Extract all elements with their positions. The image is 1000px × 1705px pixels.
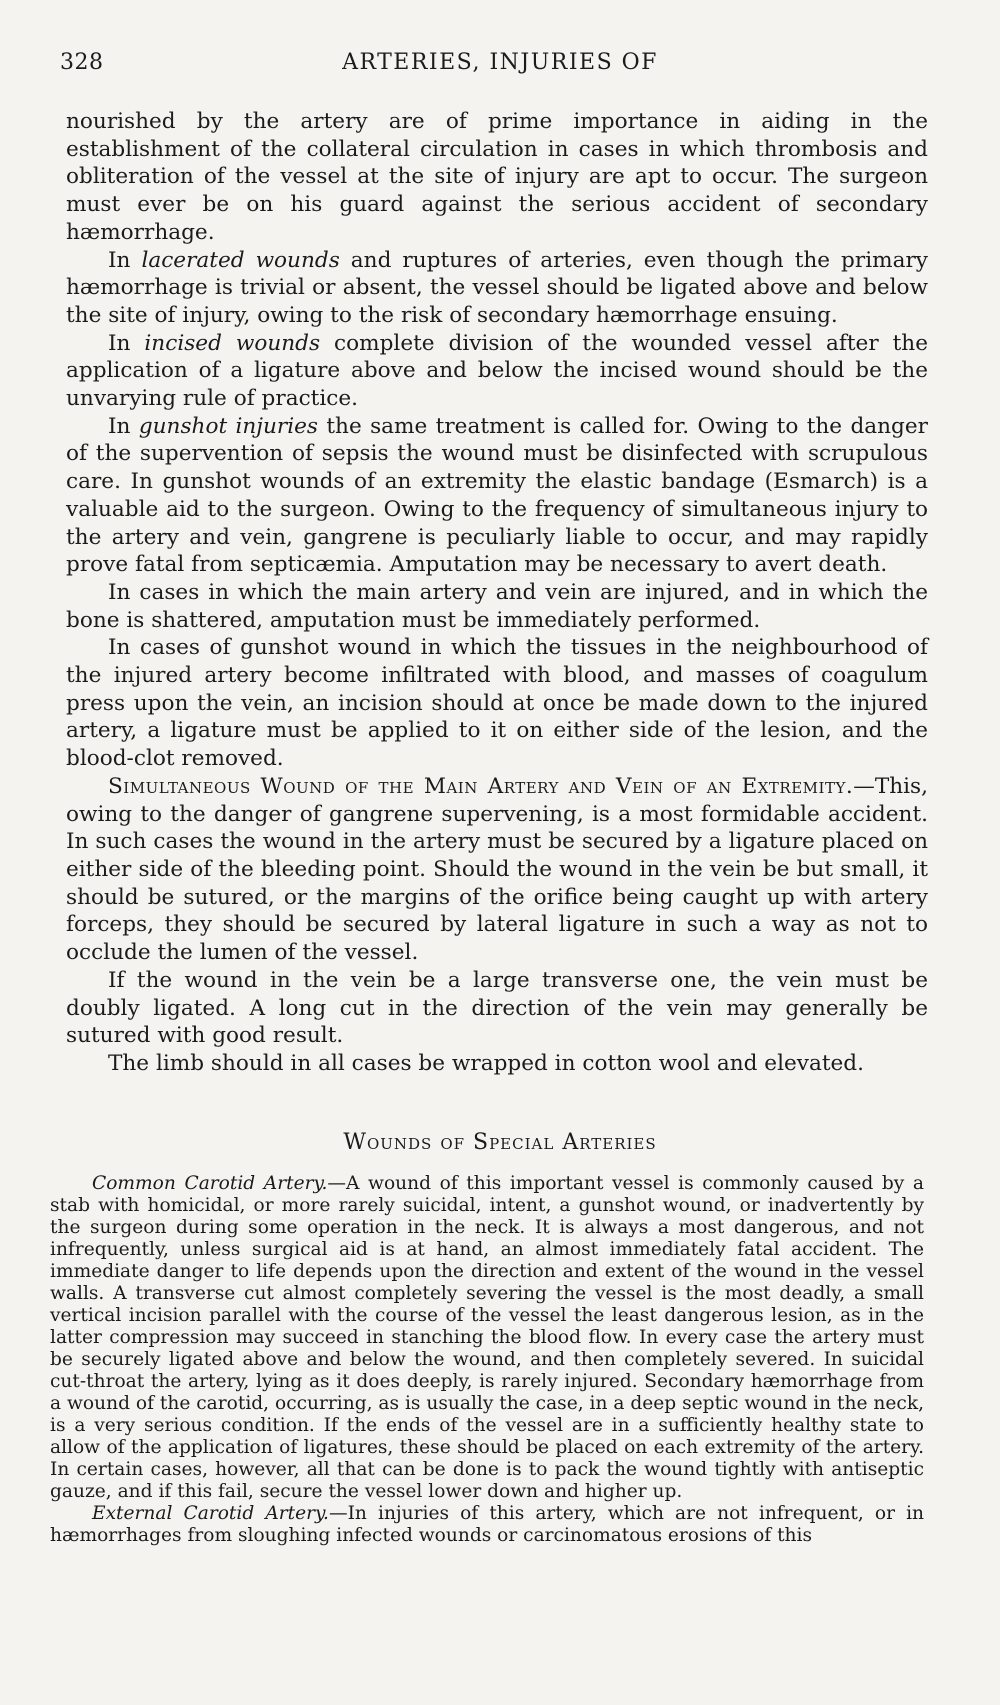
paragraph-text: The limb should in all cases be wrapped in cotton wool and elevated. xyxy=(108,1050,864,1076)
paragraph-lacerated-wounds xyxy=(66,247,928,330)
italic-term: gunshot injuries xyxy=(138,413,318,439)
paragraph-prefix: In xyxy=(108,247,142,273)
page-header xyxy=(60,50,940,90)
paragraph-gunshot-injuries xyxy=(66,413,928,579)
paragraph-transverse-vein xyxy=(66,967,928,1050)
paragraph-gunshot-coagulum xyxy=(66,634,928,773)
paragraph-text: In cases in which the main artery and vein are injured, and in which the bone is shattered, amputation must be immediately performed. xyxy=(66,579,928,633)
italic-term: incised wounds xyxy=(144,330,321,356)
small-print-text xyxy=(50,1173,924,1547)
italic-term: Common Carotid Artery. xyxy=(92,1173,328,1194)
page-number: 328 xyxy=(60,50,104,75)
italic-term: lacerated wounds xyxy=(141,247,340,273)
running-head: ARTERIES, INJURIES OF xyxy=(342,50,658,75)
paragraph-prefix: In xyxy=(108,330,145,356)
paragraph-prefix: In xyxy=(108,413,139,439)
paragraph-text: —A wound of this important vessel is commonly caused by a stab with homicidal, or more rarely suicidal, intent, a gunshot wound, or inadvertently by the surgeon during some operation in the neck. It is always a most dangerous, and not infrequently, unless surgical aid is at hand, an almost immediately fatal accident. The immediate danger to life depends upon the direction and extent of the wound in the vessel walls. A transverse cut almost completely severing the vessel is the most deadly, a small vertical incision parallel with the course of the vessel the least dangerous lesion, as in the latter compression may succeed in stanching the blood flow. In every case the artery must be securely ligated above and below the wound, and then completely severed. In suicidal cut-throat the artery, lying as it does deeply, is rarely injured. Secondary hæmorrhage from a wound of the carotid, occurring, as is usually the case, in a deep septic wound in the neck, is a very serious condition. If the ends of the vessel are in a sufficiently healthy state to allow of the application of ligatures, these should be placed on each extremity of the artery. In certain cases, however, all that can be done is to pack the wound tightly with antiseptic gauze, and if this fail, secure the vessel lower down and higher up. xyxy=(50,1173,925,1502)
paragraph-amputation xyxy=(66,579,928,634)
paragraph-text: the same treatment is called for. Owing to the danger of the supervention of sepsis the wound must be disinfected with scrupulous care. In gunshot wounds of an extremity the elastic bandage (Esmarch) is a valuable aid to the surgeon. Owing to the frequency of simultaneous injury to the artery and vein, gangrene is peculiarly liable to occur, and may rapidly prove fatal from septicæmia. Amputation may be necessary to avert death. xyxy=(66,413,928,578)
paragraph-text: complete division of the wounded vessel after the application of a ligature above and below the incised wound should be the unvarying rule of practice. xyxy=(66,330,928,412)
paragraph-incised-wounds xyxy=(66,330,928,413)
paragraph-text: —This, owing to the danger of gangrene supervening, is a most formidable accident. In such cases the wound in the artery must be secured by a ligature placed on either side of the bleeding point. Should the wound in the vein be but small, it should be sutured, or the margins of the orifice being caught up with artery forceps, they should be secured by lateral ligature in such a way as not to occlude the lumen of the vessel. xyxy=(66,773,928,966)
paragraph-common-carotid xyxy=(50,1173,924,1503)
section-heading: Wounds of Special Arteries xyxy=(343,1130,657,1155)
paragraph-continuation xyxy=(66,108,928,247)
paragraph-external-carotid xyxy=(50,1503,924,1547)
paragraph-text: —In injuries of this artery, which are not infrequent, or in hæmorrhages from sloughing infected wounds or carcinomatous erosions of this xyxy=(50,1503,925,1546)
paragraph-text: and ruptures of arteries, even though the primary hæmorrhage is trivial or absent, the vessel should be ligated above and below the site of injury, owing to the risk of secondary hæmorrhage ensuing. xyxy=(66,247,928,328)
smallcaps-heading: Simultaneous Wound of the Main Artery and Vein of an Extremity. xyxy=(108,773,854,799)
paragraph-text: nourished by the artery are of prime importance in aiding in the establishment of the collateral circulation in cases in which thrombosis and obliteration of the vessel at the site of injury are apt to occur. The surgeon must ever be on his guard against the serious accident of secondary hæmorrhage. xyxy=(66,109,928,245)
paragraph-text: In cases of gunshot wound in which the tissues in the neighbourhood of the injured artery become infiltrated with blood, and masses of coagulum press upon the vein, an incision should at once be made down to the injured artery, a ligature must be applied to it on either side of the lesion, and the blood-clot removed. xyxy=(66,635,928,772)
paragraph-simultaneous-wound xyxy=(66,773,928,967)
paragraph-text: If the wound in the vein be a large transverse one, the vein must be doubly ligated. A long cut in the direction of the vein may generally be sutured with good result. xyxy=(66,967,928,1049)
paragraph-limb-elevated xyxy=(66,1050,928,1078)
main-body-text xyxy=(66,108,928,1078)
italic-term: External Carotid Artery. xyxy=(92,1503,329,1524)
